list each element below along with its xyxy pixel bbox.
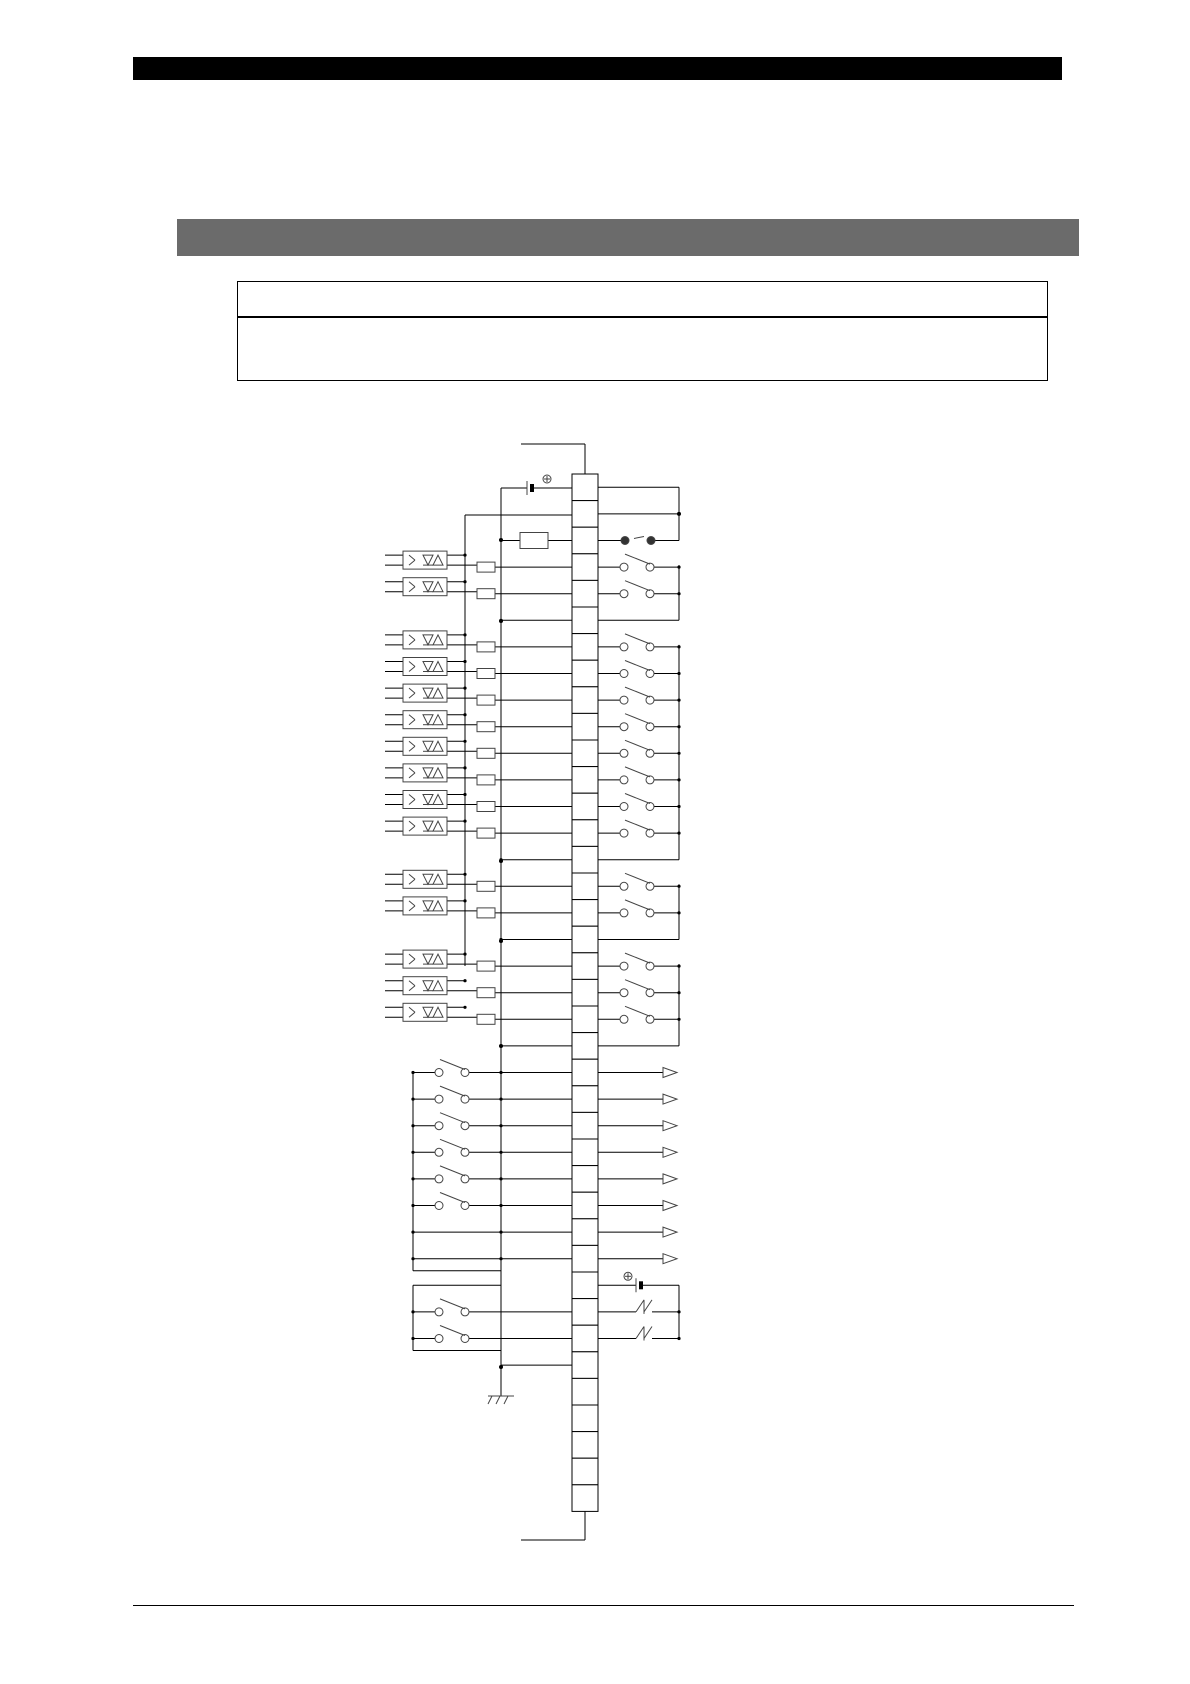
optocoupler-icon	[433, 662, 443, 672]
optocoupler-icon	[423, 662, 433, 672]
terminal-cell	[572, 1272, 598, 1299]
switch-contact-icon	[461, 1148, 469, 1156]
resistor-icon	[477, 961, 495, 971]
terminal-cell	[572, 1059, 598, 1086]
switch-contact-icon	[646, 696, 654, 704]
output-arrow-icon	[663, 1174, 677, 1184]
switch-lever-icon	[625, 953, 650, 963]
terminal-cell	[572, 926, 598, 953]
switch-contact-icon	[646, 989, 654, 997]
switch-lever-icon	[625, 581, 650, 591]
resistor-icon	[477, 881, 495, 891]
switch-lever-icon	[440, 1060, 465, 1070]
optocoupler-icon	[409, 746, 415, 751]
switch-contact-icon	[620, 590, 628, 598]
junction-dot	[463, 820, 466, 823]
switch-contact-icon	[461, 1122, 469, 1130]
optocoupler-icon	[433, 582, 443, 592]
resistor-icon	[477, 562, 495, 572]
resistor-icon	[477, 695, 495, 705]
optocoupler-icon	[409, 768, 415, 773]
switch-contact-icon	[620, 829, 628, 837]
switch-contact-icon	[620, 670, 628, 678]
terminal-cell	[572, 740, 598, 767]
optocoupler-icon	[423, 741, 433, 751]
terminal-cell	[572, 900, 598, 927]
optocoupler-icon	[423, 981, 433, 991]
optocoupler-icon	[423, 635, 433, 645]
battery-icon	[530, 484, 534, 492]
junction-dot	[463, 979, 466, 982]
terminal-cell	[572, 1166, 598, 1193]
ground-icon	[488, 1396, 492, 1404]
junction-dot	[463, 633, 466, 636]
junction-dot	[499, 1044, 502, 1047]
switch-contact-icon	[461, 1308, 469, 1316]
optocoupler-icon	[433, 821, 443, 831]
contact-icon	[621, 537, 629, 545]
junction-dot	[499, 938, 502, 941]
junction-dot	[463, 713, 466, 716]
optocoupler-icon	[409, 741, 415, 746]
junction-dot	[463, 873, 466, 876]
terminal-cell	[572, 1378, 598, 1405]
switch-contact-icon	[646, 723, 654, 731]
optocoupler-icon	[433, 981, 443, 991]
contact-icon	[647, 537, 655, 545]
optocoupler-icon	[433, 635, 443, 645]
switch-lever-icon	[625, 687, 650, 697]
switch-lever-icon	[625, 1006, 650, 1016]
terminal-cell	[572, 953, 598, 980]
resistor-icon	[477, 802, 495, 812]
terminal-cell	[572, 1033, 598, 1060]
optocoupler-icon	[423, 821, 433, 831]
optocoupler-icon	[433, 715, 443, 725]
optocoupler-icon	[423, 768, 433, 778]
switch-contact-icon	[620, 962, 628, 970]
terminal-cell	[572, 1086, 598, 1113]
switch-contact-icon	[620, 776, 628, 784]
schematic-wires	[385, 444, 681, 1540]
junction-dot	[499, 858, 502, 861]
footer-rule	[133, 1605, 1074, 1606]
switch-contact-icon	[646, 749, 654, 757]
terminal-cell	[572, 713, 598, 740]
switch-contact-icon	[620, 643, 628, 651]
optocoupler-icon	[423, 555, 433, 565]
junction-dot	[463, 1006, 466, 1009]
junction-dot	[463, 660, 466, 663]
optocoupler-icon	[433, 688, 443, 698]
optocoupler-icon	[423, 901, 433, 911]
optocoupler-icon	[409, 720, 415, 725]
junction-dot	[463, 554, 466, 557]
switch-contact-icon	[646, 962, 654, 970]
optocoupler-icon	[409, 1007, 415, 1012]
resistor-icon	[477, 642, 495, 652]
optocoupler-icon	[433, 741, 443, 751]
switch-contact-icon	[461, 1335, 469, 1343]
switch-contact-icon	[646, 590, 654, 598]
terminal-cell	[572, 1299, 598, 1326]
optocoupler-icon	[423, 688, 433, 698]
terminal-cell	[572, 1245, 598, 1272]
switch-lever-icon	[440, 1193, 465, 1203]
terminal-cell	[572, 527, 598, 554]
optocoupler-icon	[409, 582, 415, 587]
switch-contact-icon	[646, 909, 654, 917]
switch-lever-icon	[625, 634, 650, 644]
optocoupler-icon	[423, 582, 433, 592]
junction-dot	[463, 766, 466, 769]
optocoupler-icon	[409, 826, 415, 831]
switch-contact-icon	[435, 1122, 443, 1130]
junction-dot	[463, 899, 466, 902]
ground-icon	[496, 1396, 500, 1404]
terminal-cell	[572, 554, 598, 581]
junction-dot	[499, 619, 502, 622]
nc-contact-icon	[644, 1300, 652, 1312]
terminal-cell	[572, 846, 598, 873]
terminal-cell	[572, 767, 598, 794]
optocoupler-icon	[433, 768, 443, 778]
terminal-cell	[572, 793, 598, 820]
terminal-cell	[572, 607, 598, 634]
junction-dot	[411, 1337, 414, 1340]
switch-lever-icon	[625, 820, 650, 830]
switch-contact-icon	[646, 643, 654, 651]
optocoupler-icon	[409, 640, 415, 645]
output-arrow-icon	[663, 1094, 677, 1104]
switch-lever-icon	[625, 661, 650, 671]
optocoupler-icon	[423, 874, 433, 884]
terminal-cell	[572, 873, 598, 900]
optocoupler-icon	[409, 959, 415, 964]
switch-contact-icon	[646, 776, 654, 784]
terminal-cell	[572, 1139, 598, 1166]
terminal-cell	[572, 474, 598, 501]
switch-contact-icon	[435, 1202, 443, 1210]
switch-contact-icon	[646, 829, 654, 837]
optocoupler-icon	[409, 986, 415, 991]
switch-contact-icon	[620, 723, 628, 731]
switch-contact-icon	[646, 803, 654, 811]
contact-icon	[634, 537, 644, 539]
output-arrow-icon	[663, 1227, 677, 1237]
switch-contact-icon	[461, 1175, 469, 1183]
switch-contact-icon	[620, 989, 628, 997]
optocoupler-icon	[423, 715, 433, 725]
terminal-cell	[572, 1219, 598, 1246]
terminal-cell	[572, 687, 598, 714]
switch-contact-icon	[646, 670, 654, 678]
terminal-cell	[572, 501, 598, 528]
switch-lever-icon	[440, 1166, 465, 1176]
nc-contact-icon	[636, 1327, 644, 1339]
ground-icon	[504, 1396, 508, 1404]
switch-contact-icon	[461, 1095, 469, 1103]
terminal-cell	[572, 1405, 598, 1432]
optocoupler-icon	[409, 874, 415, 879]
switch-lever-icon	[625, 873, 650, 883]
optocoupler-icon	[409, 954, 415, 959]
switch-contact-icon	[435, 1175, 443, 1183]
switch-contact-icon	[620, 803, 628, 811]
resistor-icon	[520, 533, 548, 549]
terminal-cell	[572, 1352, 598, 1379]
terminal-cell	[572, 1485, 598, 1512]
output-arrow-icon	[663, 1121, 677, 1131]
nc-contact-icon	[644, 1327, 652, 1339]
optocoupler-icon	[409, 635, 415, 640]
switch-contact-icon	[435, 1308, 443, 1316]
switch-contact-icon	[646, 563, 654, 571]
switch-lever-icon	[440, 1299, 465, 1309]
resistor-icon	[477, 988, 495, 998]
terminal-cell	[572, 1112, 598, 1139]
optocoupler-icon	[409, 662, 415, 667]
resistor-icon	[477, 1014, 495, 1024]
optocoupler-icon	[409, 906, 415, 911]
optocoupler-icon	[409, 715, 415, 720]
optocoupler-icon	[409, 1012, 415, 1017]
switch-contact-icon	[435, 1148, 443, 1156]
switch-lever-icon	[440, 1326, 465, 1336]
switch-lever-icon	[625, 980, 650, 990]
resistor-icon	[477, 722, 495, 732]
resistor-icon	[477, 748, 495, 758]
optocoupler-icon	[409, 667, 415, 672]
terminal-cell	[572, 580, 598, 607]
output-arrow-icon	[663, 1068, 677, 1078]
switch-contact-icon	[435, 1095, 443, 1103]
switch-lever-icon	[625, 554, 650, 564]
terminal-cell	[572, 979, 598, 1006]
optocoupler-icon	[433, 795, 443, 805]
switch-contact-icon	[646, 882, 654, 890]
junction-dot	[463, 687, 466, 690]
switch-lever-icon	[625, 714, 650, 724]
optocoupler-icon	[423, 1007, 433, 1017]
optocoupler-icon	[433, 874, 443, 884]
resistor-icon	[477, 908, 495, 918]
optocoupler-icon	[409, 981, 415, 986]
terminal-block	[572, 474, 598, 1511]
switch-lever-icon	[625, 740, 650, 750]
nc-contact-icon	[636, 1300, 644, 1312]
switch-lever-icon	[625, 794, 650, 804]
optocoupler-icon	[409, 879, 415, 884]
switch-lever-icon	[440, 1086, 465, 1096]
optocoupler-icon	[409, 800, 415, 805]
switch-contact-icon	[620, 696, 628, 704]
optocoupler-icon	[423, 795, 433, 805]
switch-lever-icon	[625, 767, 650, 777]
terminal-cell	[572, 820, 598, 847]
resistor-icon	[477, 828, 495, 838]
switch-lever-icon	[625, 900, 650, 910]
switch-lever-icon	[440, 1139, 465, 1149]
optocoupler-icon	[409, 693, 415, 698]
junction-dot	[463, 580, 466, 583]
resistor-icon	[477, 669, 495, 679]
switch-contact-icon	[620, 909, 628, 917]
optocoupler-icon	[433, 555, 443, 565]
optocoupler-icon	[433, 1007, 443, 1017]
optocoupler-icon	[433, 901, 443, 911]
optocoupler-icon	[433, 954, 443, 964]
battery-icon	[639, 1281, 643, 1289]
optocoupler-icon	[409, 901, 415, 906]
switch-contact-icon	[435, 1335, 443, 1343]
junction-dot	[463, 740, 466, 743]
switch-contact-icon	[620, 882, 628, 890]
junction-dot	[463, 793, 466, 796]
output-arrow-icon	[663, 1254, 677, 1264]
junction-dot	[411, 1310, 414, 1313]
optocoupler-icon	[409, 560, 415, 565]
switch-lever-icon	[440, 1113, 465, 1123]
optocoupler-icon	[409, 773, 415, 778]
junction-dot	[463, 953, 466, 956]
terminal-cell	[572, 1458, 598, 1485]
switch-contact-icon	[435, 1069, 443, 1077]
optocoupler-icon	[409, 555, 415, 560]
terminal-cell	[572, 1192, 598, 1219]
terminal-cell	[572, 1006, 598, 1033]
terminal-cell	[572, 660, 598, 687]
switch-contact-icon	[620, 1015, 628, 1023]
switch-contact-icon	[620, 749, 628, 757]
resistor-icon	[477, 775, 495, 785]
switch-contact-icon	[461, 1069, 469, 1077]
optocoupler-icon	[409, 795, 415, 800]
terminal-cell	[572, 1432, 598, 1459]
switch-contact-icon	[620, 563, 628, 571]
resistor-icon	[477, 589, 495, 599]
optocoupler-icon	[423, 954, 433, 964]
terminal-cell	[572, 1325, 598, 1352]
optocoupler-icon	[409, 821, 415, 826]
output-arrow-icon	[663, 1201, 677, 1211]
optocoupler-icon	[409, 688, 415, 693]
optocoupler-icon	[409, 587, 415, 592]
terminal-cell	[572, 634, 598, 661]
output-arrow-icon	[663, 1147, 677, 1157]
switch-contact-icon	[461, 1202, 469, 1210]
switch-contact-icon	[646, 1015, 654, 1023]
